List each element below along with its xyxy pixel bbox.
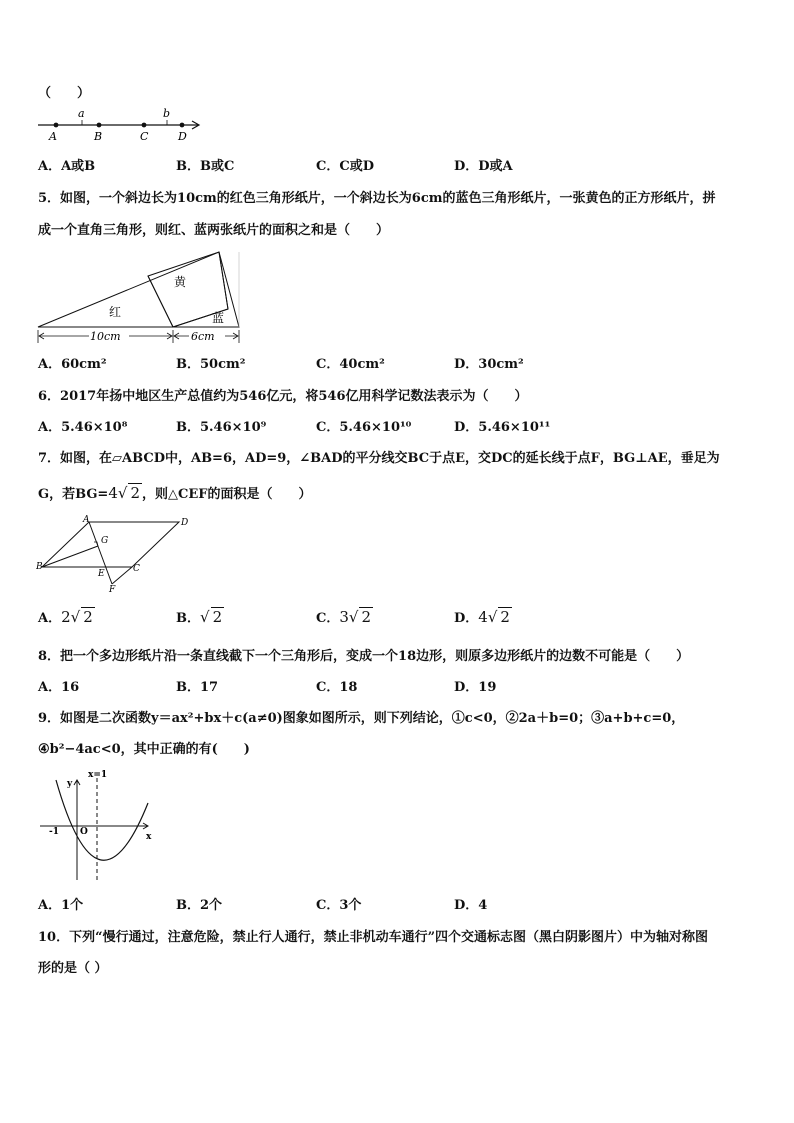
q7-line2 — [38, 483, 311, 502]
q9-option-c: C．3个 — [316, 898, 362, 913]
q5-option-d: D．30cm² — [454, 357, 524, 372]
label-b: B — [36, 562, 43, 572]
label-g: G — [101, 536, 109, 546]
q9-option-b: B．2个 — [176, 898, 223, 913]
radical-sign: √ — [70, 608, 81, 626]
label-e: E — [98, 569, 105, 579]
q9-line1: 9．如图是二次函数y＝ax²+bx＋c(a≠0)图象如图所示，则下列结论，①c<0，②2a＋b=0；③a+b+c=0， — [38, 711, 685, 726]
q7-option-b-value — [200, 608, 224, 626]
q6-line1: 6．2017年扬中地区生产总值约为546亿元，将546亿用科学记数法表示为（ ） — [38, 389, 528, 404]
point-d-label: D — [178, 130, 187, 143]
q5-option-a: A．60cm² — [38, 357, 107, 372]
q7-option-c-radicand: 2 — [361, 608, 372, 626]
q5-line2: 成一个直角三角形，则红、蓝两张纸片的面积之和是（ ） — [38, 223, 390, 238]
q7-parallelogram-figure — [36, 513, 196, 593]
q9-option-d: D．4 — [454, 898, 488, 913]
seg-b-label: b — [163, 107, 171, 120]
red-label: 红 — [109, 305, 122, 319]
blue-length-label: 6cm — [191, 330, 215, 343]
q10-line2: 形的是（ ） — [38, 961, 108, 976]
q7-option-c-value — [339, 608, 373, 626]
q5-line1: 5．如图，一个斜边长为10cm的红色三角形纸片，一个斜边长为6cm的蓝色三角形纸片，一张黄色的正方形纸片，拼 — [38, 191, 716, 206]
q7-option-d — [454, 607, 512, 626]
q8-option-b: B．17 — [176, 680, 219, 695]
q7-line2-post: ，则△CEF的面积是（ ） — [141, 487, 312, 502]
q7-option-d-radicand: 2 — [500, 608, 510, 626]
radical-sign: √ — [200, 608, 210, 626]
q8-line1: 8．把一个多边形纸片沿一条直线截下一个三角形后，变成一个18边形，则原多边形纸片的边数不可能是（ ） — [38, 649, 690, 664]
q6-option-c: C．5.46×10¹⁰ — [316, 420, 412, 435]
q7-option-d-coef: 4 — [478, 608, 488, 626]
q6-option-d: D．5.46×10¹¹ — [454, 420, 551, 435]
q5-option-c: C．40cm² — [316, 357, 385, 372]
origin-label: O — [80, 827, 88, 837]
y-axis-label: y — [67, 779, 73, 789]
q4-bracket: （ ） — [38, 86, 91, 101]
q7-option-b-radicand: 2 — [212, 608, 223, 626]
q7-bg-value — [108, 484, 142, 502]
q8-option-d: D．19 — [454, 680, 497, 695]
radical-sign: √ — [348, 608, 359, 626]
point-c-label: C — [140, 130, 149, 143]
q4-option-a: A．A或B — [38, 159, 96, 174]
q7-option-a-radicand: 2 — [83, 608, 93, 626]
seg-a-label: a — [78, 107, 85, 120]
yellow-label: 黄 — [174, 275, 187, 289]
q7-option-c-coef: 3 — [339, 608, 349, 626]
q4-option-c: C．C或D — [316, 159, 374, 174]
q7-option-d-value — [478, 608, 512, 626]
neg-one-label: -1 — [49, 827, 59, 837]
q8-option-c: C．18 — [316, 680, 358, 695]
q7-option-c — [316, 607, 373, 626]
q4-option-b: B．B或C — [176, 159, 235, 174]
point-a-label: A — [49, 130, 57, 143]
q9-parabola-figure — [36, 768, 166, 886]
q7-option-d-letter: D． — [454, 611, 479, 626]
q7-option-b — [176, 607, 224, 626]
label-d: D — [181, 518, 189, 528]
q7-option-a-letter: A． — [38, 611, 62, 626]
q7-line2-pre: G，若BG= — [38, 487, 109, 502]
q4-number-line-figure — [36, 104, 206, 144]
label-a: A — [83, 515, 90, 525]
radical-sign: √ — [487, 608, 498, 626]
q4-option-d: D．D或A — [454, 159, 513, 174]
q5-triangle-figure — [34, 246, 244, 346]
q7-bg-coef: 4 — [108, 484, 118, 502]
q7-option-c-letter: C． — [316, 611, 340, 626]
q7-option-a — [38, 607, 95, 626]
q7-option-a-coef: 2 — [61, 608, 71, 626]
q10-line1: 10．下列“慢行通过，注意危险，禁止行人通行，禁止非机动车通行”四个交通标志图（黑白阴影图片）中为轴对称图 — [38, 930, 709, 945]
q7-option-b-letter: B． — [176, 611, 200, 626]
axis-of-symmetry-label: x=1 — [88, 770, 108, 780]
blue-label: 蓝 — [212, 311, 225, 325]
q6-option-a: A．5.46×10⁸ — [38, 420, 128, 435]
label-f: F — [109, 585, 116, 593]
label-c: C — [133, 564, 140, 574]
x-axis-label: x — [146, 832, 152, 842]
q7-option-a-value — [61, 608, 95, 626]
radical-sign: √ — [117, 484, 128, 502]
q5-option-b: B．50cm² — [176, 357, 246, 372]
red-length-label: 10cm — [90, 330, 121, 343]
q8-option-a: A．16 — [38, 680, 80, 695]
q9-option-a: A．1个 — [38, 898, 84, 913]
point-b-label: B — [94, 130, 103, 143]
q9-line2: ④b²−4ac<0，其中正确的有( ) — [38, 742, 250, 757]
q6-option-b: B．5.46×10⁹ — [176, 420, 267, 435]
q7-bg-radicand: 2 — [130, 484, 140, 502]
q7-line1: 7．如图，在▱ABCD中，AB=6，AD=9，∠BAD的平分线交BC于点E，交DC的延长线于点F，BG⊥AE，垂足为 — [38, 451, 720, 466]
